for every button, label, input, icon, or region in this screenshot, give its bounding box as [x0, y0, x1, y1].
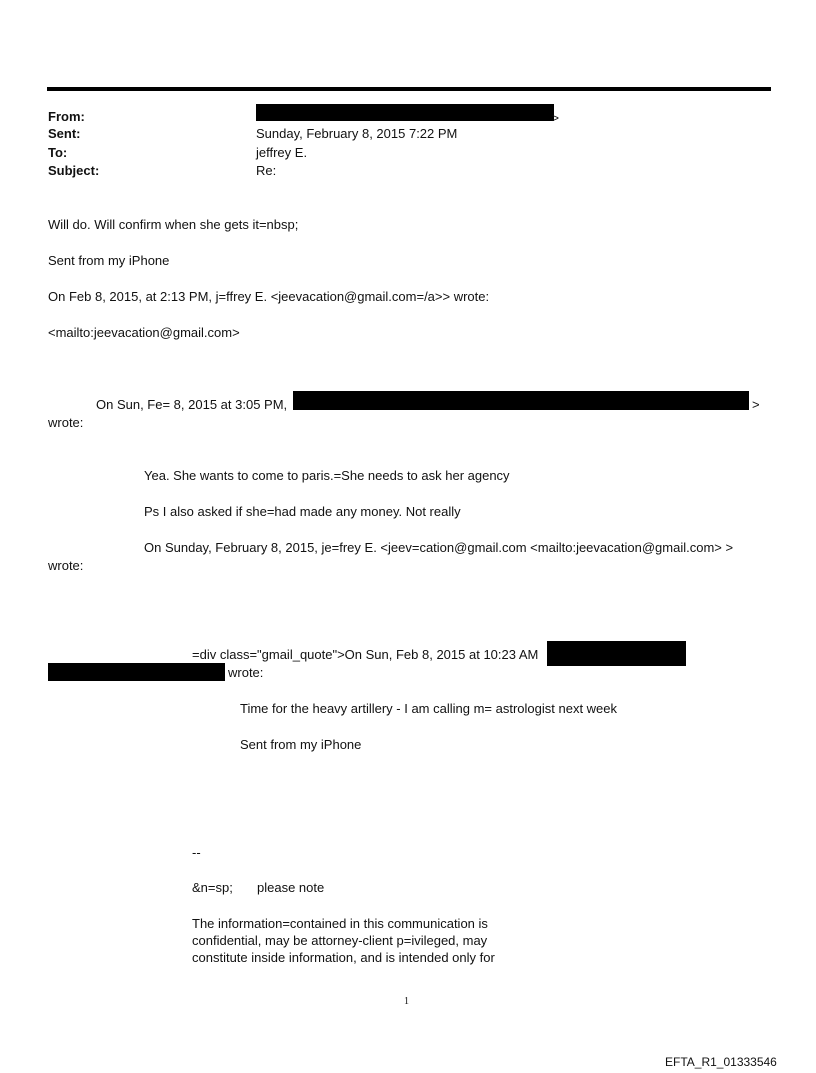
- header-rule: [47, 87, 771, 91]
- disclaimer-line: The information=contained in this communication is: [192, 916, 488, 931]
- from-label: From:: [48, 109, 85, 124]
- redaction-trailing-glyph: >: [552, 111, 560, 125]
- page-number: 1: [404, 996, 409, 1007]
- quote-wrote: wrote:: [48, 415, 84, 430]
- quote-line: Yea. She wants to come to paris.=She needs to ask her agency: [144, 468, 510, 483]
- signature-entity: &n=sp;: [192, 880, 233, 895]
- redaction-sender-2: [547, 641, 686, 666]
- body-line: <mailto:jeevacation@gmail.com>: [48, 325, 240, 340]
- to-value: jeffrey E.: [256, 145, 308, 160]
- redaction-sender-3: [48, 663, 225, 681]
- to-label: To:: [48, 145, 68, 160]
- disclaimer-line: constitute inside information, and is intended only for: [192, 950, 495, 965]
- disclaimer-line: confidential, may be attorney-client p=ivileged, may: [192, 933, 488, 948]
- signature-note: please note: [257, 880, 325, 895]
- sent-label: Sent:: [48, 126, 81, 141]
- signature-separator: --: [192, 845, 201, 860]
- subject-label: Subject:: [48, 163, 100, 178]
- quote-line: Ps I also asked if she=had made any money. Not really: [144, 504, 461, 519]
- body-line: Will do. Will confirm when she gets it=nbsp;: [48, 217, 299, 232]
- quote-intro-tail: >: [752, 397, 760, 412]
- quote-intro: =div class="gmail_quote">On Sun, Feb 8, 2015 at 10:23 AM: [192, 647, 539, 662]
- subject-value: Re:: [256, 163, 277, 178]
- quote-line: Sent from my iPhone: [240, 737, 362, 752]
- quote-line: Time for the heavy artillery - I am calling m= astrologist next week: [240, 701, 618, 716]
- body-line: Sent from my iPhone: [48, 253, 170, 268]
- quote-line: On Sunday, February 8, 2015, je=frey E. <jeev=cation@gmail.com <mailto:jeevacation@gmail.com> >: [144, 540, 734, 555]
- quote-intro: On Sun, Fe= 8, 2015 at 3:05 PM,: [96, 397, 288, 412]
- sent-value: Sunday, February 8, 2015 7:22 PM: [256, 126, 458, 141]
- quote-wrote: wrote:: [48, 558, 84, 573]
- bates-number: EFTA_R1_01333546: [665, 1055, 777, 1069]
- redaction-sender-1: [293, 391, 749, 410]
- redaction-from: [256, 104, 554, 121]
- quote-wrote: wrote:: [228, 665, 264, 680]
- body-line: On Feb 8, 2015, at 2:13 PM, j=ffrey E. <jeevacation@gmail.com=/a>> wrote:: [48, 289, 490, 304]
